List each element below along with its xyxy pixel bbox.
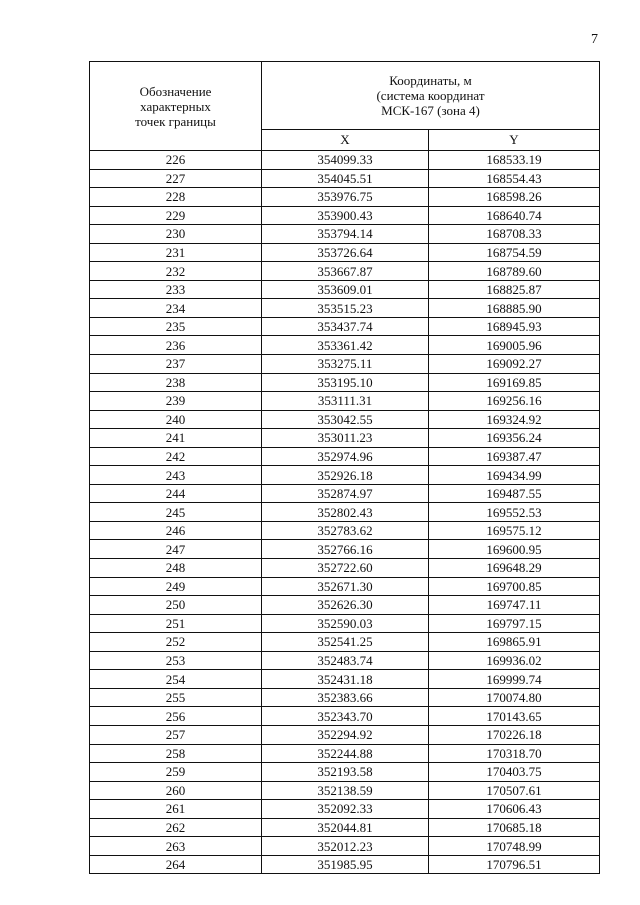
- cell-point-number: 260: [90, 781, 262, 800]
- table-row: [90, 466, 600, 485]
- header-coords-line: Координаты, м: [389, 72, 472, 88]
- cell-point-number: 241: [90, 429, 262, 448]
- cell-y: 169092.27: [429, 355, 600, 374]
- cell-y: 169575.12: [429, 521, 600, 540]
- table-row: [90, 688, 600, 707]
- cell-y: 169256.16: [429, 392, 600, 411]
- table-row: [90, 837, 600, 856]
- table-row: [90, 670, 600, 689]
- cell-y: 169434.99: [429, 466, 600, 485]
- cell-y: 169169.85: [429, 373, 600, 392]
- cell-point-number: 254: [90, 670, 262, 689]
- cell-y: 170606.43: [429, 800, 600, 819]
- table-row: [90, 559, 600, 578]
- cell-x: 353794.14: [262, 225, 429, 244]
- cell-x: 353726.64: [262, 243, 429, 262]
- cell-point-number: 244: [90, 484, 262, 503]
- cell-x: 353195.10: [262, 373, 429, 392]
- cell-y: 169797.15: [429, 614, 600, 633]
- table-row: [90, 447, 600, 466]
- cell-point-number: 263: [90, 837, 262, 856]
- table-row: [90, 336, 600, 355]
- cell-point-number: 234: [90, 299, 262, 318]
- cell-x: 352244.88: [262, 744, 429, 763]
- cell-x: 352783.62: [262, 521, 429, 540]
- table-header-row: [90, 62, 600, 130]
- cell-x: 351985.95: [262, 855, 429, 874]
- cell-y: 170318.70: [429, 744, 600, 763]
- table-row: [90, 855, 600, 874]
- cell-x: 354045.51: [262, 169, 429, 188]
- cell-y: 169936.02: [429, 651, 600, 670]
- cell-point-number: 249: [90, 577, 262, 596]
- table-row: [90, 800, 600, 819]
- cell-point-number: 255: [90, 688, 262, 707]
- cell-y: 169999.74: [429, 670, 600, 689]
- cell-point-number: 237: [90, 355, 262, 374]
- cell-y: 170507.61: [429, 781, 600, 800]
- cell-y: 170685.18: [429, 818, 600, 837]
- cell-point-number: 247: [90, 540, 262, 559]
- cell-x: 352541.25: [262, 633, 429, 652]
- cell-point-number: 235: [90, 317, 262, 336]
- table-row: [90, 317, 600, 336]
- cell-point-number: 252: [90, 633, 262, 652]
- table-row: [90, 577, 600, 596]
- cell-y: 169865.91: [429, 633, 600, 652]
- cell-x: 352590.03: [262, 614, 429, 633]
- cell-point-number: 236: [90, 336, 262, 355]
- cell-y: 168885.90: [429, 299, 600, 318]
- page-number: 7: [591, 32, 598, 47]
- cell-x: 352766.16: [262, 540, 429, 559]
- cell-y: 169747.11: [429, 596, 600, 615]
- cell-point-number: 259: [90, 763, 262, 782]
- header-axis-y: Y: [429, 129, 600, 150]
- cell-x: 352671.30: [262, 577, 429, 596]
- cell-x: 352974.96: [262, 447, 429, 466]
- cell-point-number: 243: [90, 466, 262, 485]
- table-row: [90, 596, 600, 615]
- table-row: [90, 633, 600, 652]
- cell-x: 352874.97: [262, 484, 429, 503]
- header-point-designation: [90, 62, 262, 151]
- table-row: [90, 725, 600, 744]
- cell-point-number: 239: [90, 392, 262, 411]
- table-row: [90, 373, 600, 392]
- table-row: [90, 243, 600, 262]
- cell-x: 353275.11: [262, 355, 429, 374]
- cell-y: 169552.53: [429, 503, 600, 522]
- cell-x: 352926.18: [262, 466, 429, 485]
- cell-y: 168640.74: [429, 206, 600, 225]
- cell-point-number: 226: [90, 151, 262, 170]
- cell-y: 170226.18: [429, 725, 600, 744]
- table-body: [90, 151, 600, 874]
- table-row: [90, 484, 600, 503]
- table-row: [90, 614, 600, 633]
- cell-x: 353437.74: [262, 317, 429, 336]
- cell-y: 169700.85: [429, 577, 600, 596]
- cell-x: 353361.42: [262, 336, 429, 355]
- cell-point-number: 245: [90, 503, 262, 522]
- cell-x: 352722.60: [262, 559, 429, 578]
- cell-point-number: 256: [90, 707, 262, 726]
- cell-x: 352626.30: [262, 596, 429, 615]
- table-row: [90, 169, 600, 188]
- cell-x: 352802.43: [262, 503, 429, 522]
- cell-x: 352343.70: [262, 707, 429, 726]
- header-axis-x: X: [262, 129, 429, 150]
- cell-x: 352383.66: [262, 688, 429, 707]
- cell-point-number: 228: [90, 188, 262, 207]
- cell-x: 352012.23: [262, 837, 429, 856]
- cell-y: 169387.47: [429, 447, 600, 466]
- cell-x: 354099.33: [262, 151, 429, 170]
- cell-point-number: 258: [90, 744, 262, 763]
- cell-y: 168754.59: [429, 243, 600, 262]
- cell-point-number: 242: [90, 447, 262, 466]
- cell-x: 353011.23: [262, 429, 429, 448]
- header-coords-line: (система координат: [376, 87, 485, 103]
- cell-y: 168533.19: [429, 151, 600, 170]
- cell-y: 168708.33: [429, 225, 600, 244]
- cell-y: 168554.43: [429, 169, 600, 188]
- table-row: [90, 429, 600, 448]
- cell-point-number: 262: [90, 818, 262, 837]
- header-coordinates: [262, 62, 600, 130]
- table-row: [90, 707, 600, 726]
- cell-y: 168945.93: [429, 317, 600, 336]
- table-row: [90, 521, 600, 540]
- cell-x: 352294.92: [262, 725, 429, 744]
- cell-point-number: 251: [90, 614, 262, 633]
- cell-y: 168825.87: [429, 280, 600, 299]
- table-row: [90, 151, 600, 170]
- table-row: [90, 262, 600, 281]
- cell-x: 353900.43: [262, 206, 429, 225]
- table-row: [90, 763, 600, 782]
- table-row: [90, 410, 600, 429]
- cell-y: 169324.92: [429, 410, 600, 429]
- cell-y: 170403.75: [429, 763, 600, 782]
- cell-y: 168598.26: [429, 188, 600, 207]
- cell-y: 169600.95: [429, 540, 600, 559]
- table-row: [90, 651, 600, 670]
- cell-point-number: 231: [90, 243, 262, 262]
- table-row: [90, 818, 600, 837]
- cell-x: 352044.81: [262, 818, 429, 837]
- header-coords-line: МСК-167 (зона 4): [381, 102, 480, 118]
- cell-y: 169356.24: [429, 429, 600, 448]
- cell-x: 353515.23: [262, 299, 429, 318]
- cell-point-number: 257: [90, 725, 262, 744]
- cell-x: 352092.33: [262, 800, 429, 819]
- cell-point-number: 230: [90, 225, 262, 244]
- header-point-line: точек границы: [135, 113, 216, 129]
- cell-x: 352138.59: [262, 781, 429, 800]
- table-row: [90, 280, 600, 299]
- table-row: [90, 188, 600, 207]
- cell-point-number: 261: [90, 800, 262, 819]
- table-row: [90, 299, 600, 318]
- cell-point-number: 240: [90, 410, 262, 429]
- table-row: [90, 781, 600, 800]
- table-row: [90, 503, 600, 522]
- table-row: [90, 540, 600, 559]
- cell-x: 352483.74: [262, 651, 429, 670]
- cell-y: 169005.96: [429, 336, 600, 355]
- cell-x: 353667.87: [262, 262, 429, 281]
- coordinates-table: [89, 61, 600, 874]
- cell-y: 170074.80: [429, 688, 600, 707]
- table-row: [90, 744, 600, 763]
- cell-point-number: 232: [90, 262, 262, 281]
- cell-y: 169487.55: [429, 484, 600, 503]
- cell-point-number: 264: [90, 855, 262, 874]
- cell-point-number: 248: [90, 559, 262, 578]
- cell-y: 170796.51: [429, 855, 600, 874]
- header-point-line: Обозначение: [139, 83, 212, 99]
- table-row: [90, 206, 600, 225]
- cell-x: 353111.31: [262, 392, 429, 411]
- header-point-line: характерных: [140, 98, 211, 114]
- table-row: [90, 392, 600, 411]
- cell-y: 168789.60: [429, 262, 600, 281]
- cell-point-number: 250: [90, 596, 262, 615]
- cell-point-number: 253: [90, 651, 262, 670]
- cell-x: 353976.75: [262, 188, 429, 207]
- cell-x: 352193.58: [262, 763, 429, 782]
- cell-point-number: 246: [90, 521, 262, 540]
- cell-x: 353042.55: [262, 410, 429, 429]
- cell-point-number: 233: [90, 280, 262, 299]
- cell-x: 353609.01: [262, 280, 429, 299]
- table-row: [90, 355, 600, 374]
- cell-y: 169648.29: [429, 559, 600, 578]
- table-row: [90, 225, 600, 244]
- cell-point-number: 229: [90, 206, 262, 225]
- cell-point-number: 238: [90, 373, 262, 392]
- cell-y: 170143.65: [429, 707, 600, 726]
- cell-y: 170748.99: [429, 837, 600, 856]
- cell-point-number: 227: [90, 169, 262, 188]
- cell-x: 352431.18: [262, 670, 429, 689]
